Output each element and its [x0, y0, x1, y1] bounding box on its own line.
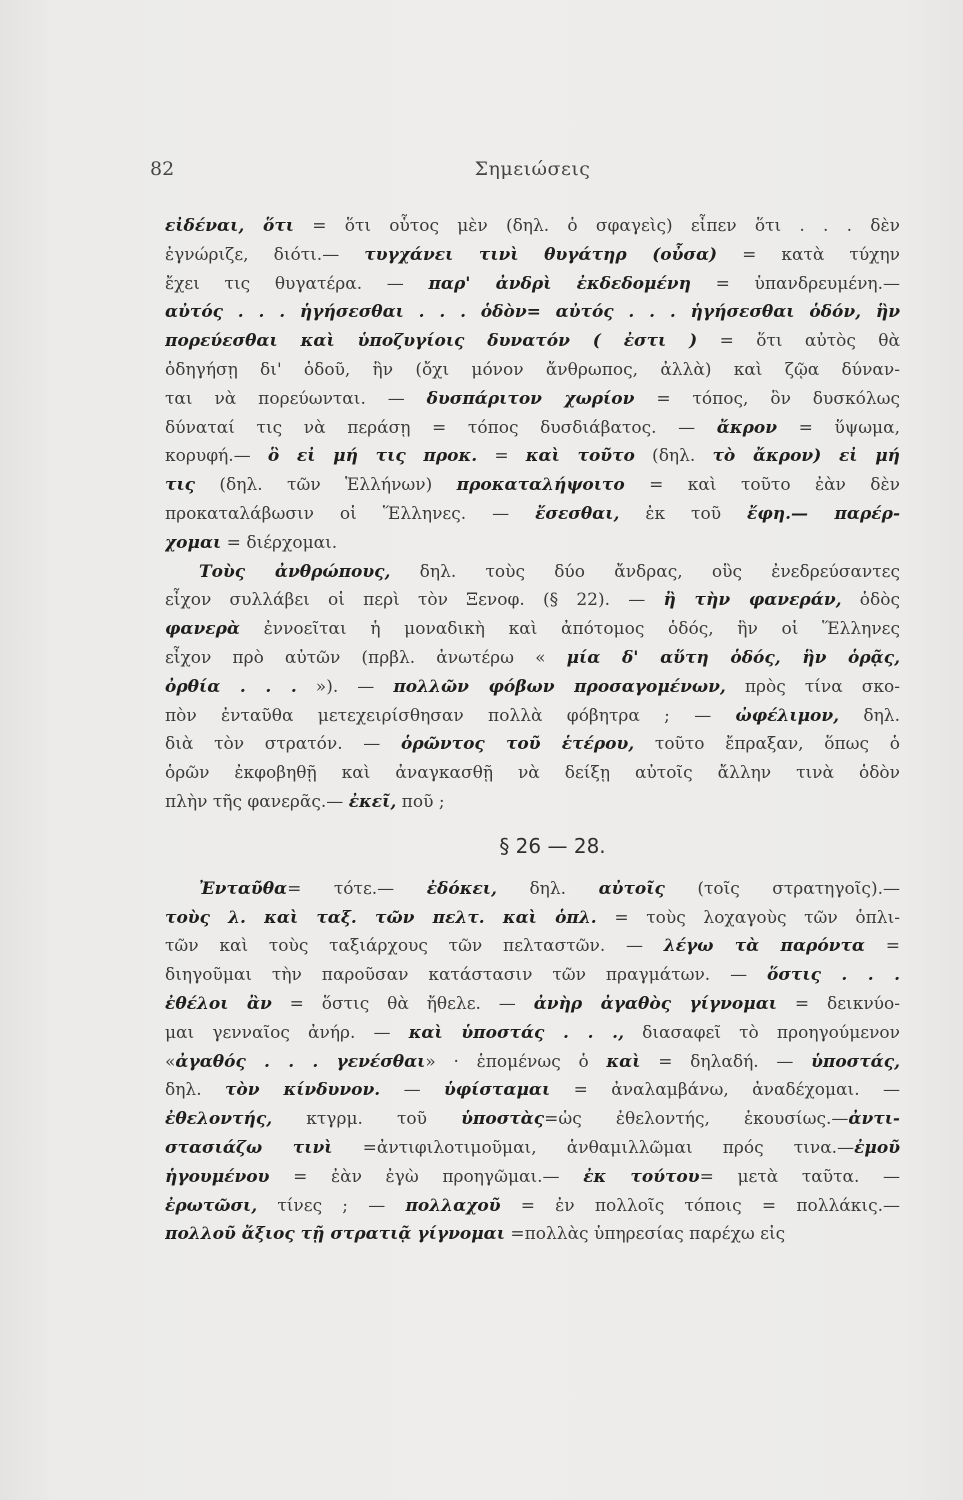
text-line: διὰ τὸν στρατόν. — ὁρῶντος τοῦ ἑτέρου, τοῦτο ἔπραξαν, ὅπως ὁ [165, 734, 900, 755]
text-line: ἐρωτῶσι, τίνες ; — πολλαχοῦ = ἐν πολλοῖς τόποις = πολλάκις.— [165, 1195, 900, 1216]
text-line: εἶχον συλλάβει οἱ περὶ τὸν Ξενοφ. (§ 22). — ἢ τὴν φανεράν, ὁδὸς [165, 590, 900, 611]
text-line: πὸν ἐνταῦθα μετεχειρίσθησαν πολλὰ φόβητρα ; — ὠφέλιμον, δηλ. [165, 705, 900, 726]
text-line: πορεύεσθαι καὶ ὑποζυγίοις δυνατόν ( ἐστι ) = ὅτι αὐτὸς θὰ [165, 331, 900, 352]
paragraph-1 [165, 212, 900, 558]
text-line: ἐγνώριζε, διότι.— τυγχάνει τινὶ θυγάτηρ (οὖσα) = κατὰ τύχην [165, 244, 900, 265]
text-line: πολλοῦ ἄξιος τῇ στρατιᾷ γίγνομαι =πολλὰς ὑπηρεσίας παρέχω εἰς [165, 1224, 786, 1245]
text-line: δηλ. τὸν κίνδυνον. — ὑφίσταμαι = ἀναλαμβάνω, ἀναδέχομαι. — [165, 1080, 900, 1101]
text-line: ἐθέλοι ἂν = ὅστις θὰ ἤθελε. — ἀνὴρ ἀγαθὸς γίγνομαι = δεικνύο- [165, 993, 900, 1014]
text-line: εἶχον πρὸ αὐτῶν (πρβλ. ἀνωτέρω « μία δ' αὕτη ὁδός, ἣν ὁρᾷς, [165, 647, 900, 668]
text-line: δύναταί τις νὰ περάσῃ = τόπος δυσδιάβατος. — ἄκρον = ὕψωμα, [165, 417, 900, 438]
text-line: ὁδηγήσῃ δι' ὁδοῦ, ἣν (ὄχι μόνον ἄνθρωπος, ἀλλὰ) καὶ ζῷα δύναν- [165, 359, 900, 380]
page-number: 82 [150, 158, 175, 180]
text-line: στασιάζω τινὶ =ἀντιφιλοτιμοῦμαι, ἁνθαμιλλῶμαι πρός τινα.—ἐμοῦ [165, 1137, 900, 1158]
text-line: ὁρῶν ἐκφοβηθῇ καὶ ἀναγκασθῇ νὰ δείξῃ αὐτοῖς ἄλλην τινὰ ὁδὸν [165, 763, 900, 784]
text-line: προκαταλάβωσιν οἱ Ἕλληνες. — ἔσεσθαι, ἐκ τοῦ ἔφη.— παρέρ- [165, 503, 900, 524]
text-line: χομαι = διέρχομαι. [165, 532, 338, 553]
text-line: ἐθελοντής, κτγρμ. τοῦ ὑποστὰς=ὡς ἐθελοντής, ἑκουσίως.—ἀντι- [165, 1109, 900, 1130]
text-line: τοὺς λ. καὶ ταξ. τῶν πελτ. καὶ ὁπλ. = τοὺς λοχαγοὺς τῶν ὁπλι- [165, 907, 900, 928]
section-heading: § 26 — 28. [499, 833, 606, 858]
text-line: «ἀγαθός . . . γενέσθαι» · ἑπομένως ὁ καὶ = δηλαδή. — ὑποστάς, [165, 1051, 900, 1072]
text-line: εἰδέναι, ὅτι = ὅτι οὗτος μὲν (δηλ. ὁ σφαγεὶς) εἶπεν ὅτι . . . δὲν [165, 216, 900, 236]
text-line: ὀρθία . . . »). — πολλῶν φόβων προσαγομένων, πρὸς τίνα σκο- [165, 676, 900, 697]
text-line: πλὴν τῆς φανερᾶς.— ἐκεῖ, ποῦ ; [165, 791, 445, 812]
paragraph-3 [165, 875, 900, 1249]
page-header [150, 158, 915, 188]
text-line: Τοὺς ἀνθρώπους, δηλ. τοὺς δύο ἄνδρας, οὓς ἐνεδρεύσαντες [199, 561, 900, 582]
text-line: διηγοῦμαι τὴν παροῦσαν κατάστασιν τῶν πραγμάτων. — ὅστις . . . [165, 965, 900, 986]
text-line: κορυφή.— ὃ εἰ μή τις προκ. = καὶ τοῦτο (δηλ. τὸ ἄκρον) εἰ μή [165, 446, 900, 467]
text-line: τῶν καὶ τοὺς ταξιάρχους τῶν πελταστῶν. — λέγω τὰ παρόντα = [165, 936, 900, 957]
text-line: Ἐνταῦθα= τότε.— ἐδόκει, δηλ. αὐτοῖς (τοῖς στρατηγοῖς).— [199, 878, 900, 899]
notes-body [165, 212, 900, 1249]
text-line: αὐτός . . . ἡγήσεσθαι . . . ὁδὸν= αὐτός . . . ἡγήσεσθαι ὁδόν, ἣν [165, 302, 900, 323]
text-line: ἔχει τις θυγατέρα. — παρ' ἀνδρὶ ἐκδεδομένη = ὑπανδρευμένη.— [165, 273, 900, 294]
running-title: Σημειώσεις [474, 158, 591, 180]
text-line: τις (δηλ. τῶν Ἑλλήνων) προκαταλήψοιτο = καὶ τοῦτο ἐὰν δὲν [165, 475, 900, 496]
text-line: ται νὰ πορεύωνται. — δυσπάριτον χωρίον = τόπος, ὃν δυσκόλως [165, 388, 900, 409]
text-line: φανερὰ ἐννοεῖται ἡ μοναδικὴ καὶ ἀπότομος ὁδός, ἣν οἱ Ἕλληνες [165, 619, 900, 640]
paragraph-2 [165, 558, 900, 817]
text-line: ἡγουμένου = ἐὰν ἐγὼ προηγῶμαι.— ἐκ τούτου= μετὰ ταῦτα. — [165, 1166, 900, 1187]
text-line: μαι γενναῖος ἀνήρ. — καὶ ὑποστάς . . ., διασαφεῖ τὸ προηγούμενον [165, 1022, 900, 1043]
